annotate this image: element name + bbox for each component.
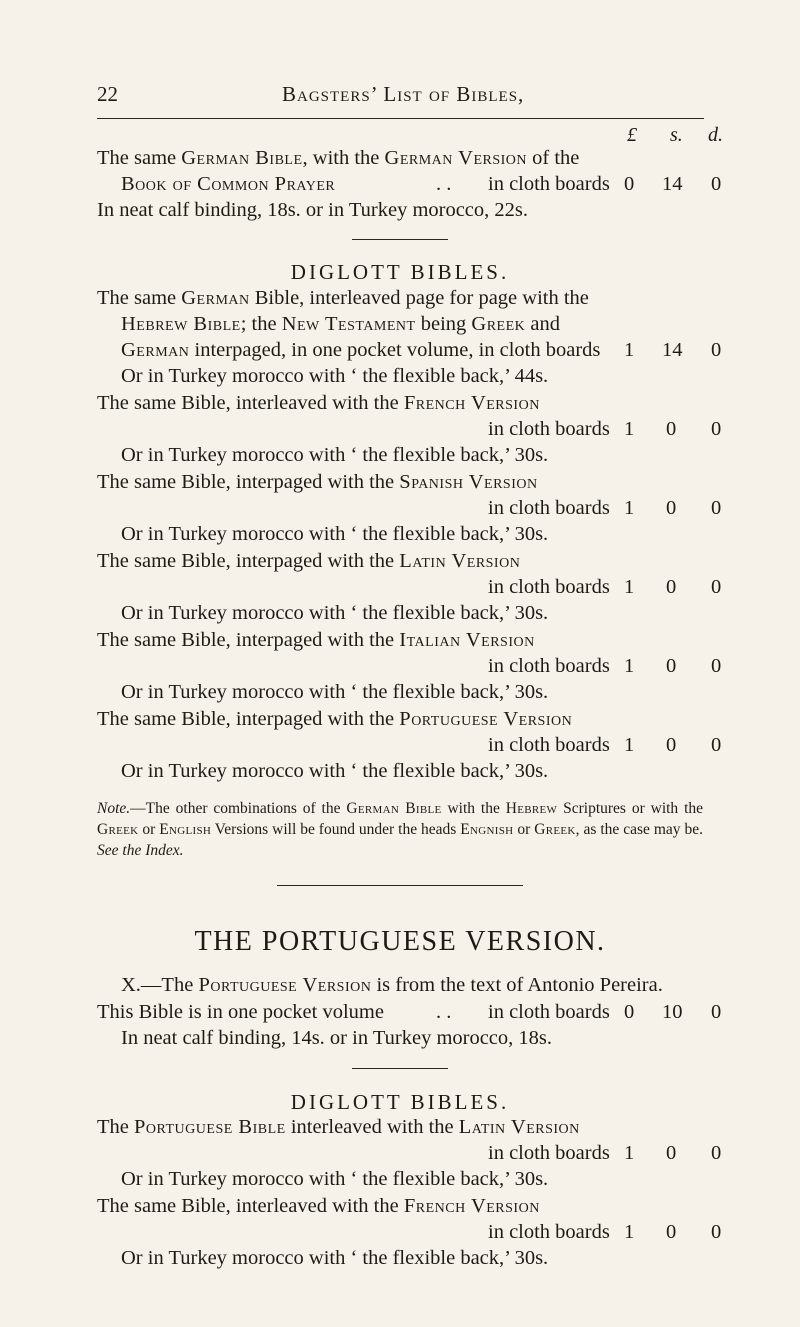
entry-line: In neat calf binding, 14s. or in Turkey morocco, 18s. [121, 1027, 553, 1049]
price-pounds: 0 [624, 173, 635, 195]
entry-line: Hebrew Bible; the New Testament being Greek and [121, 313, 560, 335]
section-rule [277, 885, 523, 886]
price-shillings: 14 [662, 173, 683, 195]
header-rule [97, 118, 704, 119]
col-pence: d. [708, 124, 723, 146]
entry-line: The same Bible, interpaged with the Spanish Version [97, 471, 538, 493]
entry-line: The same German Bible, with the German Version of the [97, 147, 580, 169]
entry-line: Or in Turkey morocco with ‘ the flexible back,’ 30s. [121, 760, 549, 782]
section-heading: DIGLOTT BIBLES. [290, 1090, 510, 1114]
section-rule [352, 239, 448, 240]
page-number: 22 [97, 82, 118, 106]
entry-line: in cloth boards 1 0 0 [488, 1142, 722, 1164]
entry-line: German interpaged, in one pocket volume, in cloth boards 1 14 0 [121, 339, 722, 361]
entry-line: in cloth boards 1 0 0 [488, 734, 722, 756]
entry-line: Book of Common Prayer . . in cloth boards 0 14 0 [121, 173, 722, 195]
section-heading: DIGLOTT BIBLES. [290, 260, 510, 284]
entry-line: The same German Bible, interleaved page for page with the [97, 287, 589, 309]
entry-line: in cloth boards 1 0 0 [488, 418, 722, 440]
entry-line: in cloth boards 1 0 0 [488, 1221, 722, 1243]
entry-line: Or in Turkey morocco with ‘ the flexible back,’ 30s. [121, 444, 549, 466]
entry-line: Or in Turkey morocco with ‘ the flexible back,’ 30s. [121, 1247, 549, 1269]
entry-line: Or in Turkey morocco with ‘ the flexible back,’ 30s. [121, 523, 549, 545]
entry-line: The same Bible, interpaged with the Portuguese Version [97, 708, 573, 730]
entry-line: The Portuguese Bible interleaved with the Latin Version [97, 1116, 580, 1138]
entry-line: X.—The Portuguese Version is from the text of Antonio Pereira. [121, 974, 663, 996]
col-shillings: s. [670, 124, 683, 146]
entry-line: Or in Turkey morocco with ‘ the flexible back,’ 44s. [121, 365, 549, 387]
section-rule [352, 1068, 448, 1069]
entry-line: in cloth boards 1 0 0 [488, 497, 722, 519]
entry-line: Or in Turkey morocco with ‘ the flexible back,’ 30s. [121, 681, 549, 703]
entry-line: The same Bible, interpaged with the Latin Version [97, 550, 521, 572]
page-header [0, 82, 800, 112]
running-title: Bagsters’ List of Bibles, [282, 82, 525, 106]
entry-line: This Bible is in one pocket volume . . in cloth boards 0 10 0 [97, 1001, 722, 1023]
note-paragraph: Note.—The other combinations of the German Bible with the Hebrew Scriptures or with the Greek or English Versions will be found under the heads Engnish or Greek, as the case may be. See the Index. [97, 800, 703, 859]
price-pence: 0 [711, 173, 722, 195]
entry-line: In neat calf binding, 18s. or in Turkey morocco, 22s. [97, 199, 529, 221]
col-pounds: £ [627, 124, 637, 146]
entry-line: Or in Turkey morocco with ‘ the flexible back,’ 30s. [121, 602, 549, 624]
entry-line: Or in Turkey morocco with ‘ the flexible back,’ 30s. [121, 1168, 549, 1190]
entry-line: The same Bible, interpaged with the Italian Version [97, 629, 535, 651]
entry-line: in cloth boards 1 0 0 [488, 655, 722, 677]
entry-line: The same Bible, interleaved with the French Version [97, 1195, 540, 1217]
entry-line: in cloth boards 1 0 0 [488, 576, 722, 598]
entry-line: The same Bible, interleaved with the French Version [97, 392, 540, 414]
section-heading: THE PORTUGUESE VERSION. [194, 926, 606, 957]
